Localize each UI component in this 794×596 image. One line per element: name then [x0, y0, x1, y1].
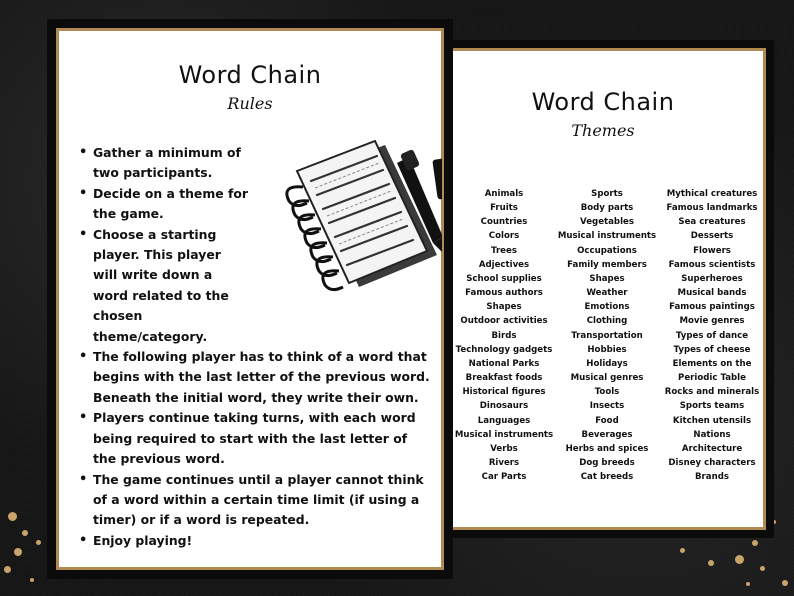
theme-item: Dog breeds — [579, 457, 635, 468]
theme-item: Colors — [488, 231, 520, 242]
themes-column-3 — [657, 187, 767, 484]
theme-item: Adjectives — [478, 259, 530, 270]
theme-item: Historical figures — [462, 387, 546, 398]
theme-item: Shapes — [589, 273, 625, 284]
rules-card-title: Word Chain — [178, 61, 322, 89]
rule-item: • The game continues until a player cannot think of a word within a certain time limit (if using a timer) or if a word is repeated. — [79, 470, 431, 531]
theme-item: Occupations — [577, 245, 637, 256]
theme-item: Flowers — [693, 245, 731, 256]
themes-card-page — [440, 48, 766, 530]
rules-card-subtitle: Rules — [227, 94, 273, 113]
theme-item: Musical instruments — [557, 231, 657, 242]
rule-item: • The following player has to think of a word that begins with the last letter of the previous word. Beneath the initial word, they write their own. — [79, 347, 431, 408]
theme-item: Musical instruments — [454, 429, 554, 440]
theme-item: Architecture — [681, 443, 743, 454]
theme-item: Mythical creatures — [666, 189, 758, 199]
theme-item: Tools — [594, 387, 620, 398]
theme-item: Clothing — [586, 316, 628, 327]
rules-list — [79, 143, 431, 551]
theme-item: Musical genres — [570, 373, 644, 384]
theme-item: Famous landmarks — [666, 203, 758, 214]
theme-item: Fruits — [490, 203, 518, 214]
theme-item: Dinosaurs — [479, 401, 529, 412]
theme-item: Elements on the — [672, 358, 752, 369]
theme-item: Animals — [484, 189, 524, 199]
themes-card-subtitle: Themes — [571, 121, 635, 140]
theme-item: Sea creatures — [678, 217, 746, 228]
theme-item: Rivers — [488, 457, 520, 468]
theme-item: Cat breeds — [580, 472, 634, 483]
theme-item: Beverages — [581, 429, 633, 440]
theme-item: Transportation — [571, 330, 643, 341]
theme-item: Car Parts — [481, 472, 527, 483]
theme-item: Languages — [477, 415, 531, 426]
theme-item: Weather — [586, 288, 628, 299]
theme-item: Body parts — [580, 203, 634, 214]
rule-item: • Gather a minimum of two participants. — [79, 143, 249, 184]
theme-item: Herbs and spices — [565, 443, 649, 454]
theme-item: Breakfast foods — [465, 373, 543, 384]
theme-item: Disney characters — [668, 457, 756, 468]
theme-item: Nations — [693, 429, 731, 440]
theme-item: Trees — [491, 245, 517, 256]
theme-item: School supplies — [466, 273, 542, 284]
themes-card — [432, 40, 774, 538]
themes-column-1 — [451, 187, 557, 484]
theme-item: Sports teams — [679, 401, 745, 412]
theme-item: Famous scientists — [668, 259, 756, 270]
rule-item: • Decide on a theme for the game. — [79, 184, 249, 225]
theme-item: Technology gadgets — [455, 344, 553, 355]
theme-item: Movie genres — [679, 316, 745, 327]
theme-item: Countries — [480, 217, 528, 228]
theme-item: Outdoor activities — [460, 316, 548, 327]
theme-item: Kitchen utensils — [672, 415, 752, 426]
theme-item: Hobbies — [587, 344, 627, 355]
theme-item: Food — [595, 415, 619, 426]
theme-item: Sports — [591, 189, 623, 199]
theme-item: Types of cheese — [673, 344, 751, 355]
theme-item: Birds — [491, 330, 517, 341]
theme-item: Superheroes — [681, 273, 743, 284]
theme-item: Shapes — [486, 302, 522, 313]
themes-column-2 — [557, 187, 657, 484]
theme-item: Holidays — [586, 358, 628, 369]
theme-item: Family members — [567, 259, 647, 270]
themes-card-title: Word Chain — [531, 88, 675, 116]
theme-item: Rocks and minerals — [664, 387, 760, 398]
rules-card — [47, 19, 453, 579]
theme-item: Desserts — [690, 231, 734, 242]
theme-item: Brands — [695, 472, 729, 483]
theme-item: Famous authors — [465, 288, 543, 299]
theme-item: Periodic Table — [678, 373, 746, 384]
theme-item: Verbs — [490, 443, 518, 454]
theme-item: Types of dance — [675, 330, 749, 341]
rules-card-page — [56, 28, 444, 570]
theme-item: Musical bands — [677, 288, 747, 299]
theme-item: National Parks — [468, 358, 540, 369]
theme-item: Insects — [589, 401, 625, 412]
rule-item: • Enjoy playing! — [79, 531, 431, 551]
rule-item: • Choose a starting player. This player will write down a word related to the chosen theme/category. — [79, 225, 249, 347]
theme-item: Famous paintings — [669, 302, 755, 313]
theme-item: Emotions — [584, 302, 630, 313]
rule-item: • Players continue taking turns, with each word being required to start with the last letter of the previous word. — [79, 408, 431, 469]
theme-item: Vegetables — [580, 217, 634, 228]
themes-columns — [451, 187, 759, 484]
